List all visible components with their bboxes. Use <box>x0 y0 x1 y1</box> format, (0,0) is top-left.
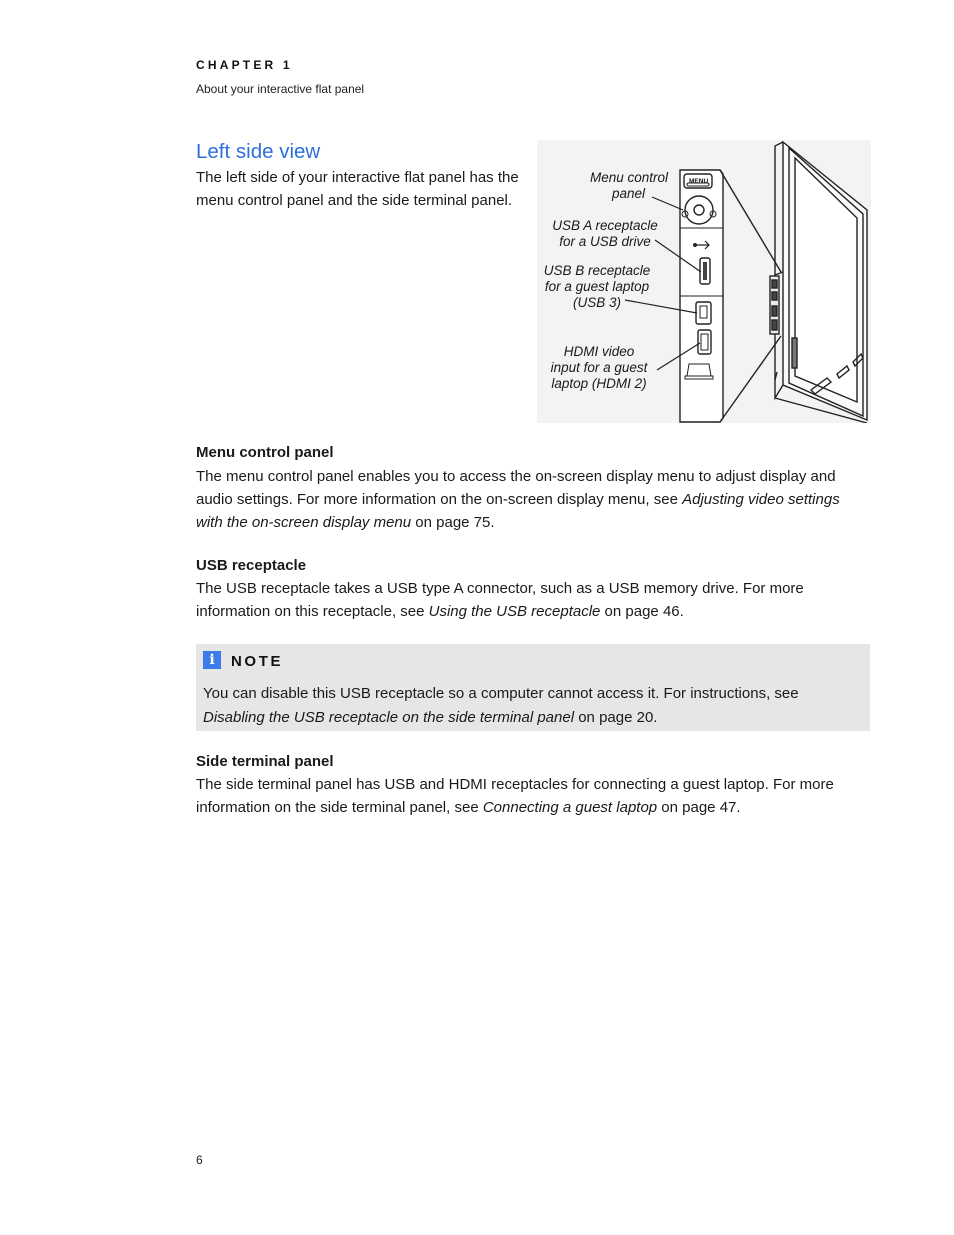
callout-usb-b-line1: USB B receptacle <box>543 263 651 278</box>
menu-control-panel-paragraph <box>196 465 856 534</box>
note-text-after: on page 20. <box>574 709 658 726</box>
menu-control-text-before: The menu control panel enables you to access the on-screen display menu to adjust display and audio settings. For more information on the on-screen display menu, see <box>196 468 836 508</box>
side-terminal-panel-heading: Side terminal panel <box>196 753 334 770</box>
callout-menu-control-line2: panel <box>611 186 645 201</box>
callout-menu-control-line1: Menu control <box>589 170 668 185</box>
chapter-label: CHAPTER 1 <box>196 58 293 72</box>
callout-usb-a-line2: for a USB drive <box>559 234 651 249</box>
usb-receptacle-text-before: The USB receptacle takes a USB type A connector, such as a USB memory drive. For more information on this receptacle, see <box>196 580 804 620</box>
chapter-subtitle: About your interactive flat panel <box>196 82 365 96</box>
usb-receptacle-text-after: on page 46. <box>600 603 684 620</box>
callout-usb-b-line3: (USB 3) <box>572 295 622 310</box>
usb-receptacle-paragraph <box>196 577 856 623</box>
menu-button-label: MENU <box>689 178 709 185</box>
usb-receptacle-xref: Using the USB receptacle <box>428 603 601 620</box>
page-number: 6 <box>196 1153 203 1167</box>
info-icon: i <box>203 651 221 669</box>
menu-control-panel-heading: Menu control panel <box>196 444 334 461</box>
callout-hdmi-line3: laptop (HDMI 2) <box>551 376 647 391</box>
side-terminal-text-after: on page 47. <box>657 799 741 816</box>
usb-receptacle-heading: USB receptacle <box>196 557 307 574</box>
side-terminal-xref: Connecting a guest laptop <box>482 799 658 816</box>
panel-side-illustration <box>537 140 871 423</box>
side-terminal-panel-paragraph <box>196 773 856 819</box>
note-label: NOTE <box>231 653 284 670</box>
note-text-before: You can disable this USB receptacle so a computer cannot access it. For instructions, see <box>203 685 799 702</box>
note-xref: Disabling the USB receptacle on the side terminal panel <box>203 709 575 726</box>
menu-control-xref: Adjusting video settings with the on-screen display menu <box>196 491 840 531</box>
note-box <box>196 644 870 731</box>
callout-usb-b-line2: for a guest laptop <box>544 279 650 294</box>
callout-hdmi-line1: HDMI video <box>563 344 635 359</box>
callout-usb-a-line1: USB A receptacle <box>552 218 658 233</box>
section-title: Left side view <box>196 140 321 163</box>
note-text <box>203 682 863 730</box>
side-terminal-text-before: The side terminal panel has USB and HDMI receptacles for connecting a guest laptop. For more information on the side terminal panel, see <box>196 776 834 816</box>
menu-control-text-after: on page 75. <box>411 514 495 531</box>
section-intro: The left side of your interactive flat panel has the menu control panel and the side terminal panel. <box>196 169 519 209</box>
left-side-view-figure <box>537 140 871 423</box>
callout-hdmi-line2: input for a guest <box>550 360 648 375</box>
